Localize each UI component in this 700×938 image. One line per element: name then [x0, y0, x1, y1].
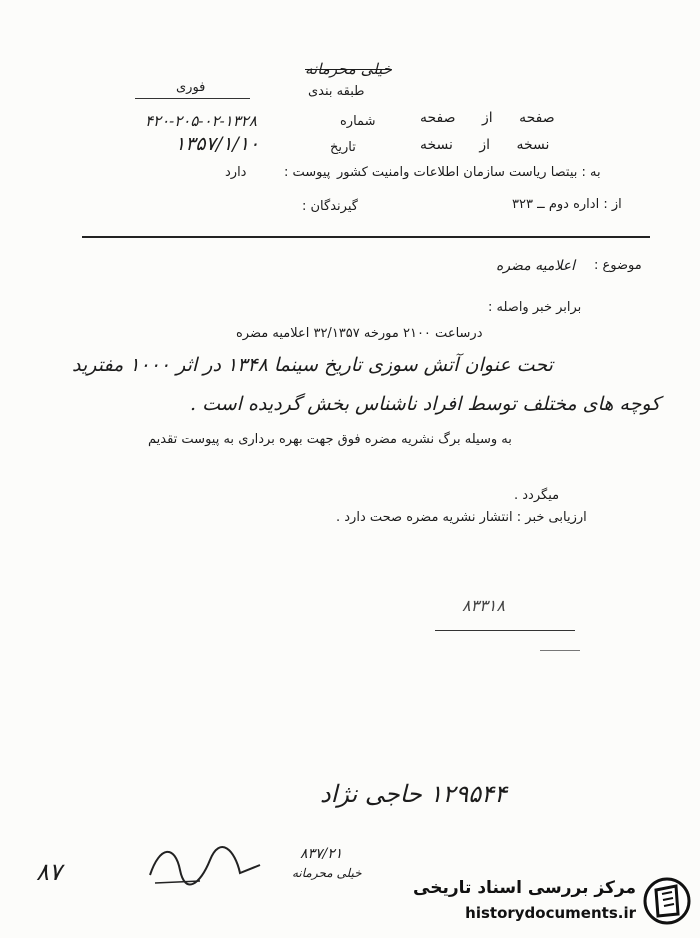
page-line: صفحه از صفحه [420, 110, 555, 126]
body-line5: میگردد . [514, 488, 560, 503]
header-divider [82, 236, 650, 238]
urgency-label: فوری [176, 80, 206, 95]
date-value: ۱۳۵۷/۱/۱۰ [175, 133, 260, 155]
number-label: شماره [340, 114, 376, 129]
body-line1: درساعت ۲۱۰۰ مورخه ۳۲/۱۳۵۷ اعلامیه مضره [236, 326, 483, 341]
stamp-code: ۸۳۳۱۸ [462, 596, 505, 615]
margin-number: ۸۷ [36, 858, 62, 886]
archive-url: historydocuments.ir [465, 904, 636, 922]
attachment-label: پیوست : [284, 165, 331, 180]
registration-handwriting: ۱۲۹۵۴۴ حاجی نژاد [320, 780, 507, 808]
bottom-date: ۸۳۷/۲۱ [300, 846, 343, 862]
from-line: از : اداره دوم ــ ۳۲۳ [512, 197, 622, 212]
bottom-label: خیلی محرمانه [292, 866, 362, 880]
attachment-value: دارد [225, 165, 247, 180]
recipients-label: گیرندگان : [302, 199, 358, 214]
body-line4: به وسیله برگ نشریه مضره فوق جهت بهره برداری به پیوست تقدیم [148, 432, 512, 447]
archive-watermark [413, 874, 692, 930]
stamp-line [435, 630, 575, 631]
archive-title: مرکز بررسی اسناد تاریخی [413, 878, 636, 898]
body-line6: ارزیابی خبر : انتشار نشریه مضره صحت دارد . [336, 510, 587, 525]
subject-label: موضوع : [594, 258, 642, 273]
archive-logo-icon [642, 876, 692, 926]
classification-label: طبقه بندی [308, 84, 365, 99]
copy-line: نسخه از نسخه [420, 137, 550, 153]
crossed-classification: خیلی محرمانه [305, 60, 392, 78]
body-line2: تحت عنوان آتش سوزی تاریخ سینما ۱۳۴۸ در اثر ۱۰۰۰ مفترید [72, 354, 553, 376]
signature-scribble [140, 835, 270, 895]
to-line: به : بیتصا ریاست سازمان اطلاعات وامنیت کشور [337, 165, 601, 180]
body-intro: برابر خبر واصله : [488, 300, 582, 315]
stamp-line-2 [540, 650, 580, 651]
number-value: ۴۲۰-۲۰۵-۰۲-۱۳۲۸ [145, 112, 257, 130]
subject-value: اعلامیه مضره [496, 258, 575, 274]
header-underline [135, 98, 250, 99]
body-line3: کوچه های مختلف توسط افراد ناشناس بخش گردیده است . [190, 393, 661, 415]
date-label: تاریخ [330, 140, 356, 155]
